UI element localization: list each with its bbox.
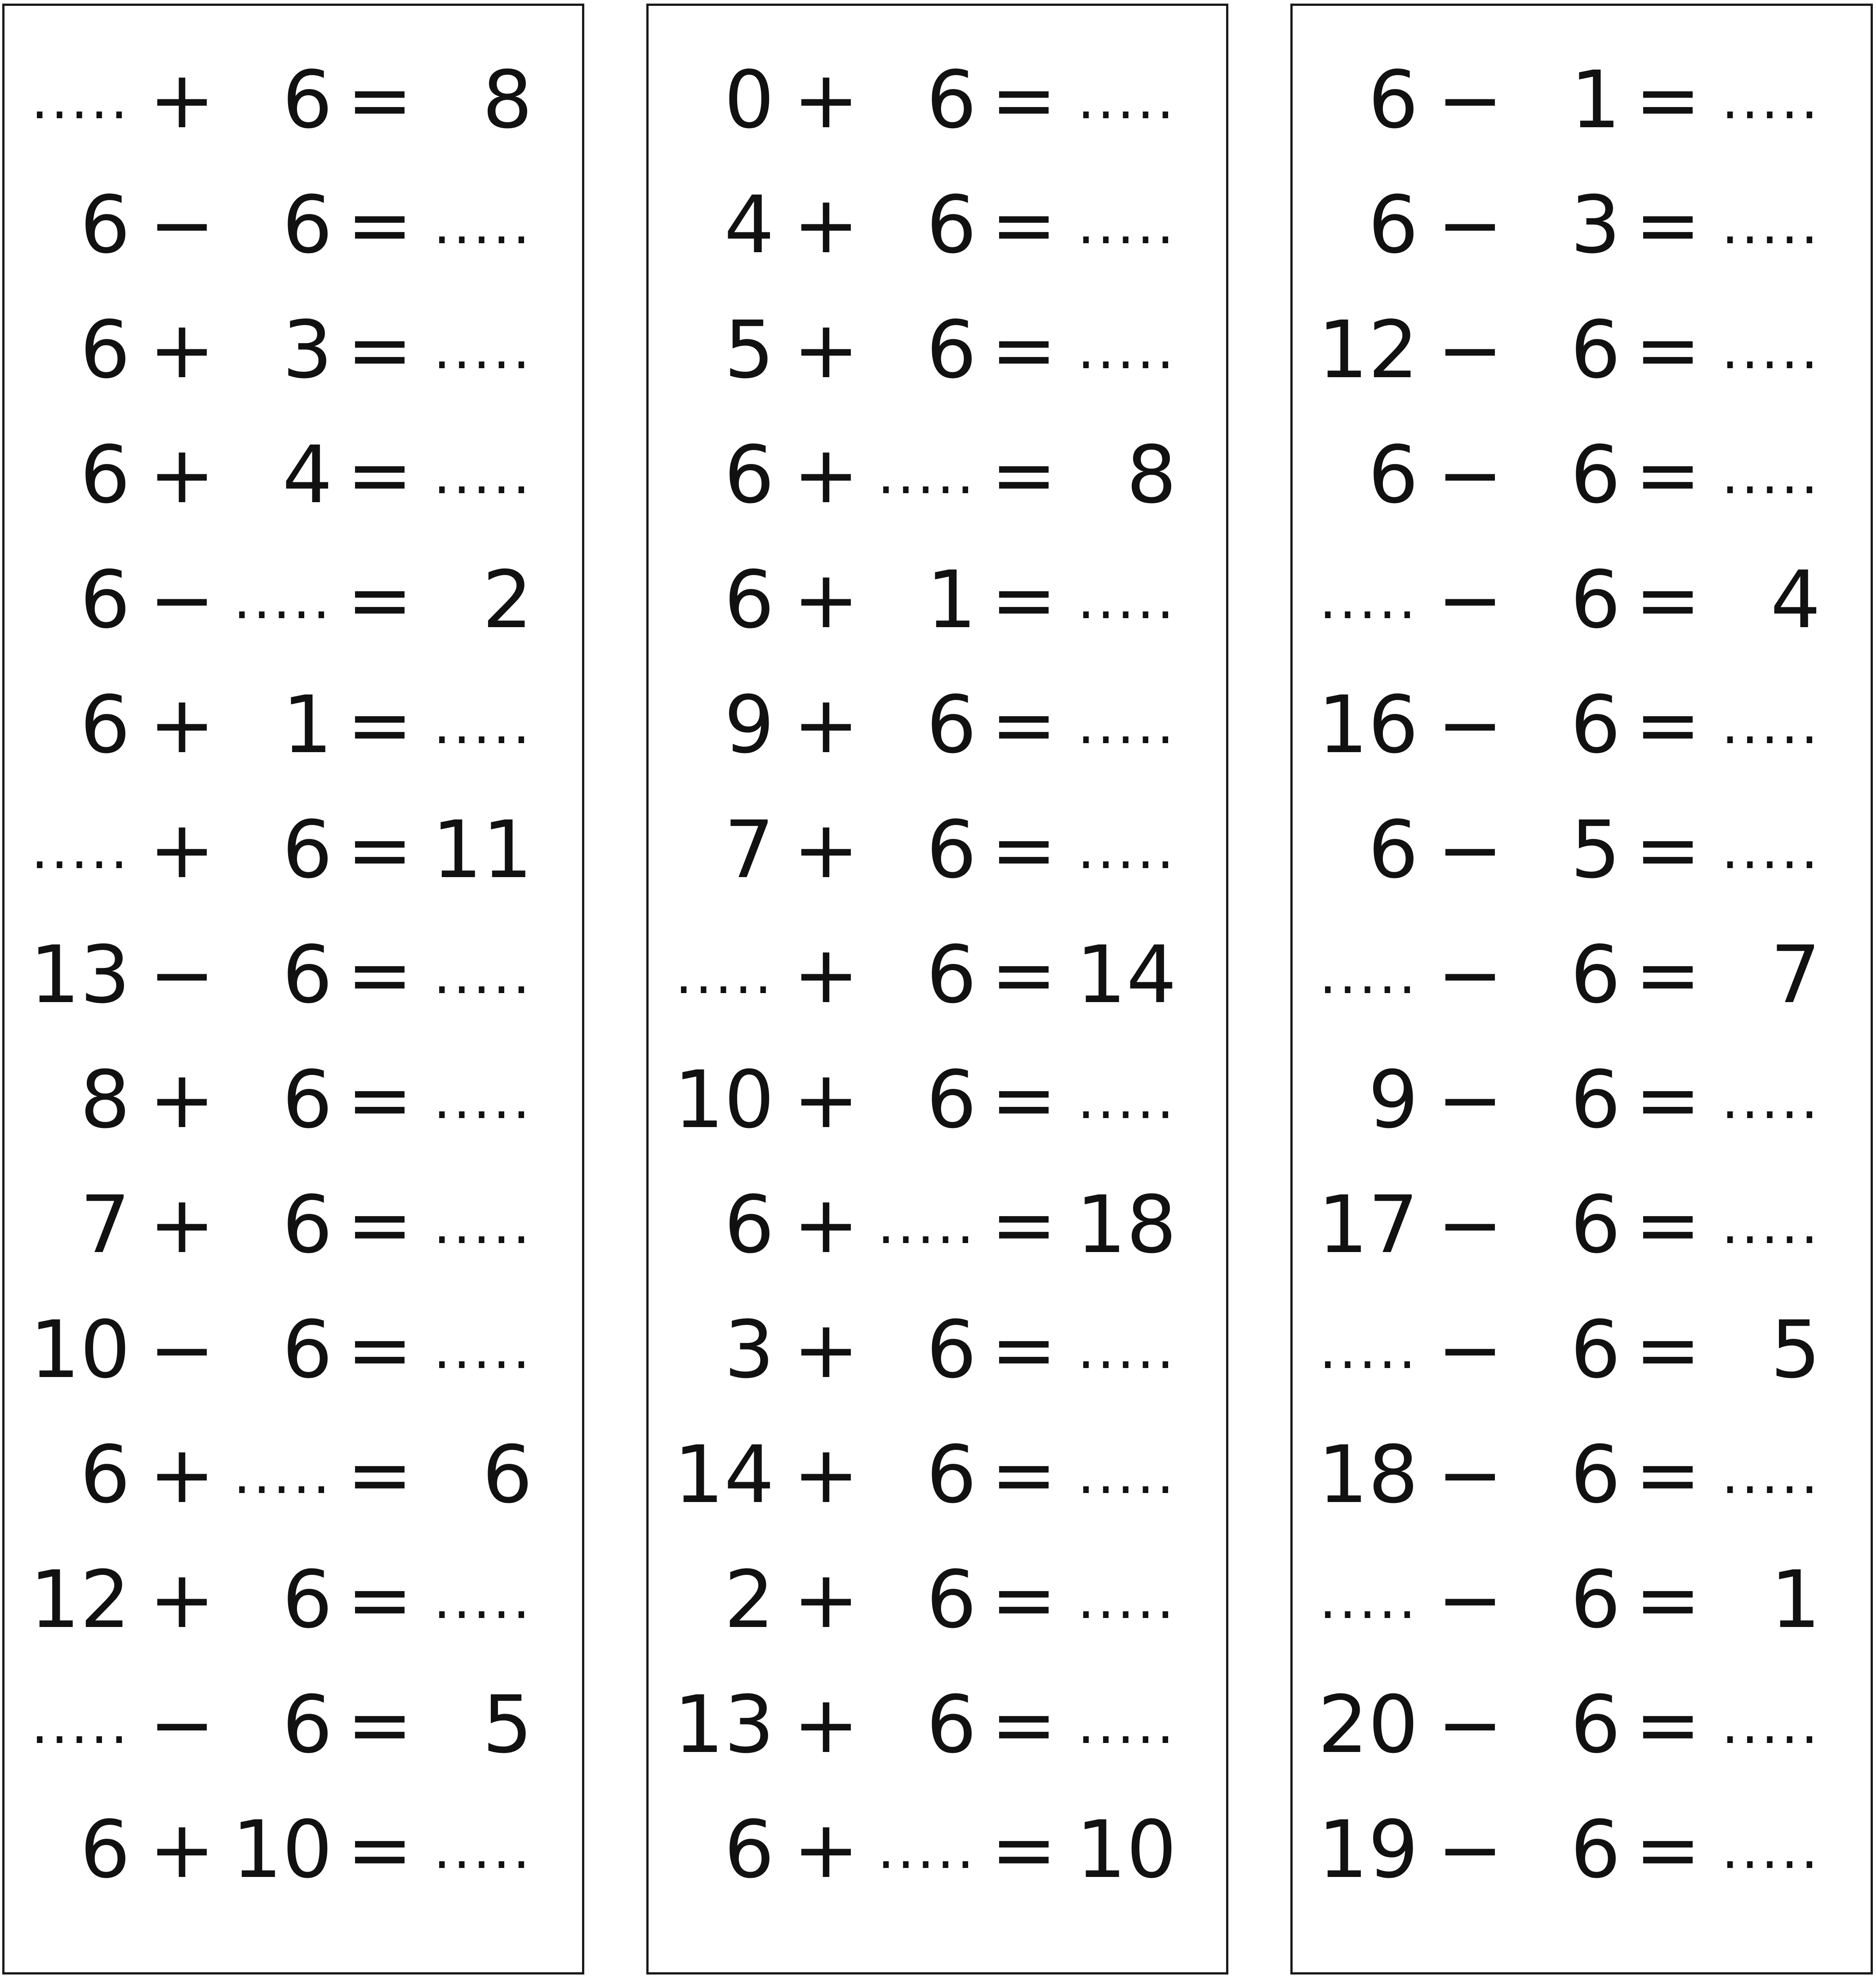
operand-a: 18 (1318, 1429, 1418, 1521)
equation-row (649, 555, 1226, 680)
equation-row (649, 180, 1226, 305)
operator-sign: − (1437, 804, 1503, 896)
result: 14 (1076, 929, 1177, 1021)
result: 6 (482, 1429, 533, 1521)
equals-sign: = (347, 1554, 413, 1646)
operator-sign: − (149, 1304, 215, 1396)
equation-row (4, 1055, 582, 1180)
answer-blank[interactable]: ..... (1077, 1569, 1177, 1631)
operand-a: 6 (80, 1429, 130, 1521)
equation-row (649, 305, 1226, 430)
equation-row (1293, 1305, 1871, 1430)
operator-sign: + (149, 1804, 215, 1896)
answer-blank[interactable]: ..... (877, 444, 977, 506)
operand-b: 6 (282, 179, 333, 271)
equals-sign: = (1635, 54, 1701, 146)
operator-sign: + (793, 679, 859, 771)
exercise-column-1 (2, 4, 584, 1975)
equals-sign: = (347, 1804, 413, 1896)
operand-b: 6 (1570, 1179, 1621, 1271)
operand-a: 10 (674, 1054, 774, 1146)
operand-b: 6 (282, 1179, 333, 1271)
equals-sign: = (991, 1429, 1057, 1521)
answer-blank[interactable]: ..... (433, 444, 533, 506)
answer-blank[interactable]: ..... (1319, 944, 1418, 1006)
operator-sign: + (149, 429, 215, 521)
answer-blank[interactable]: ..... (1077, 194, 1177, 256)
result: 18 (1076, 1179, 1177, 1271)
operand-b: 6 (282, 1679, 333, 1771)
operator-sign: − (1437, 679, 1503, 771)
operand-b: 6 (926, 179, 977, 271)
operand-a: 6 (80, 304, 130, 396)
operand-a: 9 (1368, 1054, 1418, 1146)
equation-row (1293, 1680, 1871, 1805)
equation-row (649, 1555, 1226, 1680)
answer-blank[interactable]: ..... (233, 1444, 333, 1506)
operator-sign: − (1437, 554, 1503, 646)
operator-sign: − (149, 929, 215, 1021)
equals-sign: = (347, 679, 413, 771)
answer-blank[interactable]: ..... (1721, 819, 1821, 881)
answer-blank[interactable]: ..... (1721, 1444, 1821, 1506)
answer-blank[interactable]: ..... (1721, 1194, 1821, 1256)
equation-row (649, 1055, 1226, 1180)
equation-row (4, 1180, 582, 1305)
operand-b: 6 (282, 1304, 333, 1396)
operand-a: 6 (80, 1804, 130, 1896)
operand-a: 0 (724, 54, 774, 146)
operator-sign: − (1437, 1679, 1503, 1771)
operand-a: 6 (724, 1804, 774, 1896)
operand-a: 6 (1368, 429, 1418, 521)
equals-sign: = (347, 304, 413, 396)
operator-sign: + (149, 679, 215, 771)
equals-sign: = (1635, 804, 1701, 896)
operator-sign: + (793, 554, 859, 646)
operand-a: 10 (30, 1304, 130, 1396)
operand-b: 6 (282, 929, 333, 1021)
answer-blank[interactable]: ..... (1319, 569, 1418, 631)
equation-row (1293, 930, 1871, 1055)
equation-row (4, 805, 582, 930)
operand-a: 5 (724, 304, 774, 396)
operator-sign: − (1437, 1179, 1503, 1271)
answer-blank[interactable]: ..... (31, 1694, 130, 1756)
equation-row (4, 1555, 582, 1680)
operator-sign: + (149, 1554, 215, 1646)
equation-list (4, 55, 582, 1930)
equals-sign: = (991, 429, 1057, 521)
equals-sign: = (347, 54, 413, 146)
operand-a: 13 (30, 929, 130, 1021)
answer-blank[interactable]: ..... (1721, 1819, 1821, 1881)
operand-a: 16 (1318, 679, 1418, 771)
operand-b: 6 (926, 1429, 977, 1521)
equals-sign: = (1635, 1554, 1701, 1646)
equals-sign: = (1635, 429, 1701, 521)
operand-a: 9 (724, 679, 774, 771)
answer-blank[interactable]: ..... (1721, 444, 1821, 506)
equation-row (4, 1680, 582, 1805)
operator-sign: + (793, 54, 859, 146)
equals-sign: = (991, 1804, 1057, 1896)
equals-sign: = (347, 179, 413, 271)
equation-row (649, 1430, 1226, 1555)
operand-b: 6 (282, 1054, 333, 1146)
answer-blank[interactable]: ..... (433, 194, 533, 256)
answer-blank[interactable]: ..... (1077, 319, 1177, 381)
result: 8 (1126, 429, 1177, 521)
result: 1 (1770, 1554, 1821, 1646)
operator-sign: + (149, 54, 215, 146)
equation-row (649, 55, 1226, 180)
operand-a: 14 (674, 1429, 774, 1521)
operand-b: 6 (926, 804, 977, 896)
equation-row (4, 930, 582, 1055)
answer-blank[interactable]: ..... (877, 1194, 977, 1256)
equals-sign: = (1635, 929, 1701, 1021)
operand-b: 6 (1570, 1679, 1621, 1771)
operand-b: 6 (1570, 304, 1621, 396)
answer-blank[interactable]: ..... (1721, 319, 1821, 381)
operand-b: 6 (1570, 1304, 1621, 1396)
answer-blank[interactable]: ..... (1077, 1694, 1177, 1756)
answer-blank[interactable]: ..... (31, 819, 130, 881)
answer-blank[interactable]: ..... (1077, 69, 1177, 131)
answer-blank[interactable]: ..... (433, 1819, 533, 1881)
answer-blank[interactable]: ..... (433, 944, 533, 1006)
operand-a: 4 (724, 179, 774, 271)
operator-sign: + (793, 429, 859, 521)
answer-blank[interactable]: ..... (1721, 1069, 1821, 1131)
operator-sign: + (793, 1554, 859, 1646)
answer-blank[interactable]: ..... (1319, 1319, 1418, 1381)
operand-a: 6 (724, 429, 774, 521)
result: 4 (1770, 554, 1821, 646)
result: 8 (482, 54, 533, 146)
operator-sign: + (149, 804, 215, 896)
result: 2 (482, 554, 533, 646)
equation-row (1293, 180, 1871, 305)
operand-a: 12 (30, 1554, 130, 1646)
operator-sign: − (1437, 179, 1503, 271)
exercise-column-3 (1290, 4, 1873, 1975)
operand-a: 7 (80, 1179, 130, 1271)
equals-sign: = (991, 929, 1057, 1021)
operand-a: 6 (80, 554, 130, 646)
equals-sign: = (991, 304, 1057, 396)
equals-sign: = (347, 554, 413, 646)
equals-sign: = (1635, 554, 1701, 646)
equals-sign: = (347, 1054, 413, 1146)
equals-sign: = (991, 554, 1057, 646)
operand-b: 6 (926, 54, 977, 146)
answer-blank[interactable]: ..... (31, 69, 130, 131)
operand-a: 6 (1368, 804, 1418, 896)
equals-sign: = (1635, 679, 1701, 771)
answer-blank[interactable]: ..... (1077, 694, 1177, 756)
equation-row (4, 180, 582, 305)
answer-blank[interactable]: ..... (233, 569, 333, 631)
equals-sign: = (1635, 1679, 1701, 1771)
answer-blank[interactable]: ..... (877, 1819, 977, 1881)
result: 5 (1770, 1304, 1821, 1396)
answer-blank[interactable]: ..... (433, 319, 533, 381)
operand-b: 6 (1570, 1554, 1621, 1646)
operator-sign: + (793, 304, 859, 396)
operator-sign: − (1437, 1304, 1503, 1396)
answer-blank[interactable]: ..... (1077, 1319, 1177, 1381)
operator-sign: + (149, 304, 215, 396)
equation-row (1293, 1430, 1871, 1555)
operand-a: 17 (1318, 1179, 1418, 1271)
equals-sign: = (991, 54, 1057, 146)
operator-sign: + (793, 804, 859, 896)
operand-a: 7 (724, 804, 774, 896)
operator-sign: + (793, 179, 859, 271)
operand-b: 6 (926, 679, 977, 771)
answer-blank[interactable]: ..... (1077, 569, 1177, 631)
answer-blank[interactable]: ..... (1721, 69, 1821, 131)
operand-b: 6 (1570, 679, 1621, 771)
answer-blank[interactable]: ..... (1721, 194, 1821, 256)
equals-sign: = (347, 1304, 413, 1396)
operand-b: 6 (1570, 1054, 1621, 1146)
equals-sign: = (991, 804, 1057, 896)
operator-sign: + (793, 929, 859, 1021)
operator-sign: + (149, 1179, 215, 1271)
equation-row (649, 1680, 1226, 1805)
operator-sign: − (149, 1679, 215, 1771)
operand-b: 1 (282, 679, 333, 771)
operator-sign: − (149, 554, 215, 646)
operand-b: 3 (1570, 179, 1621, 271)
equals-sign: = (1635, 304, 1701, 396)
operand-b: 6 (282, 804, 333, 896)
equation-row (649, 930, 1226, 1055)
operator-sign: − (1437, 1054, 1503, 1146)
operator-sign: + (149, 1429, 215, 1521)
equals-sign: = (991, 1304, 1057, 1396)
result: 5 (482, 1679, 533, 1771)
operator-sign: − (1437, 1554, 1503, 1646)
equation-row (1293, 1805, 1871, 1930)
operand-b: 6 (926, 1679, 977, 1771)
equation-row (4, 1430, 582, 1555)
operand-b: 6 (1570, 1429, 1621, 1521)
answer-blank[interactable]: ..... (433, 1569, 533, 1631)
operand-b: 3 (282, 304, 333, 396)
operand-a: 12 (1318, 304, 1418, 396)
operand-b: 6 (926, 1054, 977, 1146)
equation-row (4, 555, 582, 680)
equals-sign: = (347, 929, 413, 1021)
equals-sign: = (991, 179, 1057, 271)
answer-blank[interactable]: ..... (1077, 819, 1177, 881)
operator-sign: + (793, 1304, 859, 1396)
operator-sign: − (1437, 1804, 1503, 1896)
operator-sign: − (1437, 929, 1503, 1021)
equals-sign: = (991, 1679, 1057, 1771)
operator-sign: − (1437, 54, 1503, 146)
operand-a: 6 (1368, 179, 1418, 271)
operand-a: 13 (674, 1679, 774, 1771)
equals-sign: = (347, 1679, 413, 1771)
equals-sign: = (991, 1179, 1057, 1271)
exercise-column-2 (646, 4, 1228, 1975)
equation-row (1293, 430, 1871, 555)
equals-sign: = (1635, 179, 1701, 271)
operator-sign: − (1437, 304, 1503, 396)
operand-b: 1 (926, 554, 977, 646)
operand-a: 6 (724, 554, 774, 646)
equation-row (649, 430, 1226, 555)
equation-row (4, 1305, 582, 1430)
equation-row (4, 430, 582, 555)
operator-sign: + (793, 1804, 859, 1896)
operand-a: 6 (80, 429, 130, 521)
equation-row (1293, 680, 1871, 805)
equation-row (1293, 805, 1871, 930)
equation-row (1293, 1055, 1871, 1180)
operand-a: 20 (1318, 1679, 1418, 1771)
operand-a: 6 (724, 1179, 774, 1271)
equation-list (1293, 55, 1871, 1930)
operand-a: 8 (80, 1054, 130, 1146)
result: 7 (1770, 929, 1821, 1021)
operand-b: 5 (1570, 804, 1621, 896)
operand-b: 6 (1570, 1804, 1621, 1896)
answer-blank[interactable]: ..... (1077, 1069, 1177, 1131)
equation-row (1293, 305, 1871, 430)
equation-list (649, 55, 1226, 1930)
answer-blank[interactable]: ..... (1077, 1444, 1177, 1506)
operand-a: 19 (1318, 1804, 1418, 1896)
equals-sign: = (991, 1054, 1057, 1146)
answer-blank[interactable]: ..... (433, 1319, 533, 1381)
answer-blank[interactable]: ..... (433, 694, 533, 756)
result: 11 (432, 804, 533, 896)
operand-a: 3 (724, 1304, 774, 1396)
operator-sign: + (793, 1429, 859, 1521)
operand-b: 6 (1570, 554, 1621, 646)
equation-row (649, 1305, 1226, 1430)
operator-sign: − (149, 179, 215, 271)
equals-sign: = (347, 1179, 413, 1271)
equation-row (1293, 555, 1871, 680)
equation-row (649, 805, 1226, 930)
operand-b: 6 (282, 54, 333, 146)
equals-sign: = (1635, 1054, 1701, 1146)
equals-sign: = (991, 679, 1057, 771)
operand-a: 6 (80, 679, 130, 771)
equals-sign: = (347, 1429, 413, 1521)
equals-sign: = (347, 429, 413, 521)
operand-b: 6 (926, 1554, 977, 1646)
operand-b: 6 (282, 1554, 333, 1646)
equation-row (649, 680, 1226, 805)
operand-b: 1 (1570, 54, 1621, 146)
equation-row (649, 1805, 1226, 1930)
operator-sign: + (793, 1054, 859, 1146)
operand-b: 6 (1570, 429, 1621, 521)
result: 10 (1076, 1804, 1177, 1896)
operand-a: 2 (724, 1554, 774, 1646)
equals-sign: = (1635, 1804, 1701, 1896)
equation-row (4, 680, 582, 805)
operand-b: 6 (926, 304, 977, 396)
operand-a: 6 (1368, 54, 1418, 146)
equation-row (4, 1805, 582, 1930)
operand-b: 6 (926, 1304, 977, 1396)
answer-blank[interactable]: ..... (433, 1069, 533, 1131)
operand-b: 6 (926, 929, 977, 1021)
equals-sign: = (347, 804, 413, 896)
equals-sign: = (1635, 1304, 1701, 1396)
operand-a: 6 (80, 179, 130, 271)
operator-sign: − (1437, 429, 1503, 521)
answer-blank[interactable]: ..... (433, 1194, 533, 1256)
equation-row (4, 305, 582, 430)
operator-sign: + (149, 1054, 215, 1146)
operand-b: 10 (232, 1804, 333, 1896)
answer-blank[interactable]: ..... (1319, 1569, 1418, 1631)
equals-sign: = (1635, 1429, 1701, 1521)
equation-row (1293, 1180, 1871, 1305)
equation-row (1293, 1555, 1871, 1680)
equals-sign: = (1635, 1179, 1701, 1271)
answer-blank[interactable]: ..... (675, 944, 774, 1006)
answer-blank[interactable]: ..... (1721, 1694, 1821, 1756)
operand-b: 4 (282, 429, 333, 521)
equation-row (649, 1180, 1226, 1305)
operator-sign: + (793, 1679, 859, 1771)
operator-sign: − (1437, 1429, 1503, 1521)
equation-row (1293, 55, 1871, 180)
operator-sign: + (793, 1179, 859, 1271)
operand-b: 6 (1570, 929, 1621, 1021)
answer-blank[interactable]: ..... (1721, 694, 1821, 756)
equals-sign: = (991, 1554, 1057, 1646)
equation-row (4, 55, 582, 180)
